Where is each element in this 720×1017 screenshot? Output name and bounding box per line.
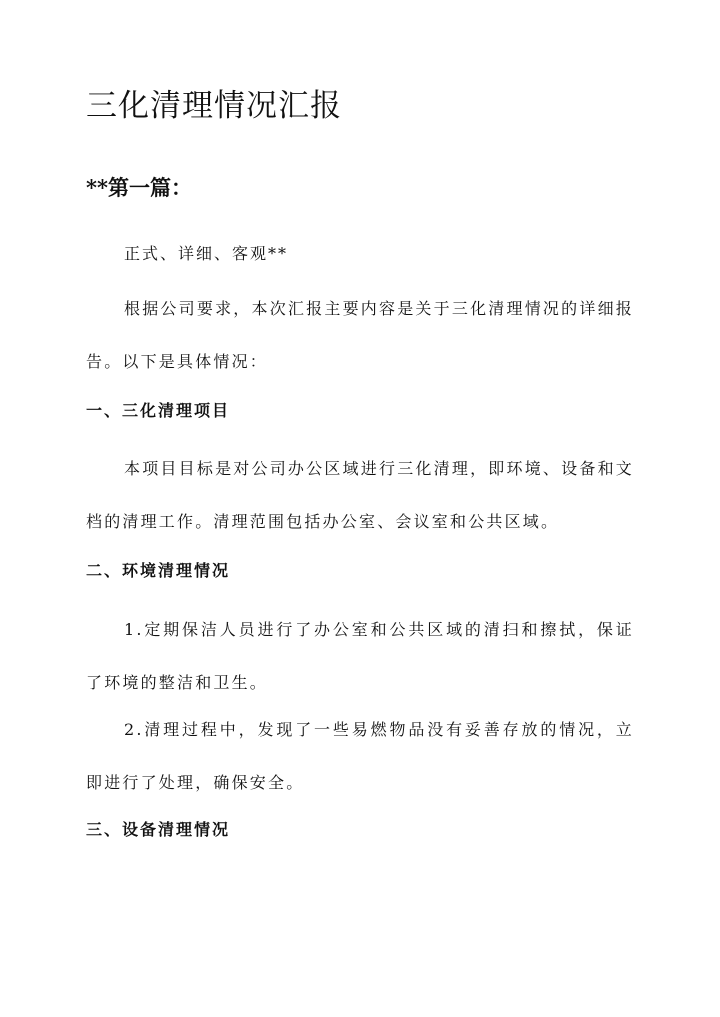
section-1-paragraph-1: 本项目目标是对公司办公区域进行三化清理，即环境、设备和文档的清理工作。清理范围包括办公室、会议室和公共区域。 [86,459,634,531]
section-2-paragraph-1: 1.定期保洁人员进行了办公室和公共区域的清扫和擦拭，保证了环境的整洁和卫生。 [86,620,634,692]
section-2-paragraph-2: 2.清理过程中，发现了一些易燃物品没有妥善存放的情况，立即进行了处理，确保安全。 [86,720,634,792]
intro-paragraph: 根据公司要求，本次汇报主要内容是关于三化清理情况的详细报告。以下是具体情况： [86,299,634,371]
part-heading: **第一篇： [86,175,192,200]
section-heading-1: 一、三化清理项目 [86,401,231,420]
part-note: 正式、详细、客观** [124,244,289,263]
document-title: 三化清理情况汇报 [86,88,342,124]
section-heading-3: 三、设备清理情况 [86,820,231,839]
section-heading-2: 二、环境清理情况 [86,561,231,580]
